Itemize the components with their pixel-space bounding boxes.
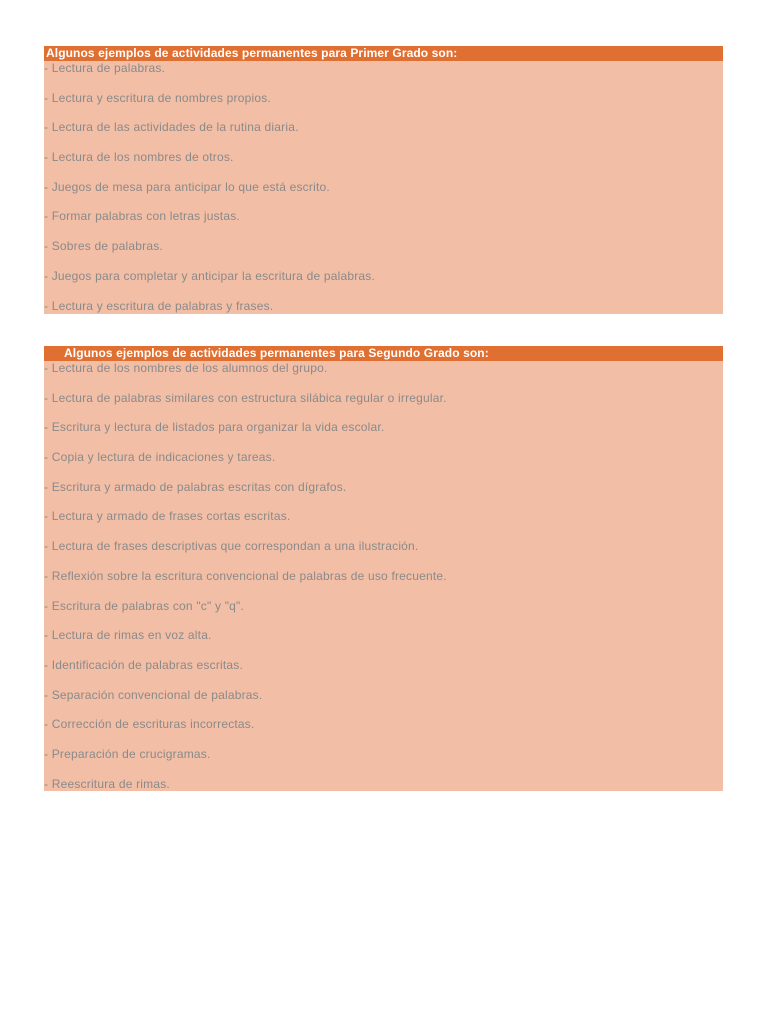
section-first-grade <box>44 46 723 314</box>
list-item: - Corrección de escrituras incorrectas. <box>44 717 255 732</box>
list-item: - Escritura y lectura de listados para organizar la vida escolar. <box>44 420 385 435</box>
list-item: - Separación convencional de palabras. <box>44 687 263 702</box>
section-title: Algunos ejemplos de actividades permanentes para Primer Grado son: <box>44 46 723 61</box>
list-item: - Lectura de rimas en voz alta. <box>44 628 212 643</box>
list-item: - Juegos de mesa para anticipar lo que está escrito. <box>44 179 330 194</box>
activity-list <box>44 361 723 806</box>
list-item: - Lectura y escritura de palabras y frases. <box>44 298 274 313</box>
list-item: - Lectura y escritura de nombres propios. <box>44 90 271 105</box>
list-item: - Reescritura de rimas. <box>44 776 170 791</box>
list-item: - Lectura de frases descriptivas que correspondan a una ilustración. <box>44 539 419 554</box>
list-item: - Lectura de los nombres de los alumnos del grupo. <box>44 361 328 375</box>
list-item: - Lectura de palabras similares con estructura silábica regular o irregular. <box>44 390 447 405</box>
section-second-grade <box>44 346 723 791</box>
list-item: - Formar palabras con letras justas. <box>44 209 240 224</box>
section-title: Algunos ejemplos de actividades permanentes para Segundo Grado son: <box>44 346 723 361</box>
list-item: - Identificación de palabras escritas. <box>44 657 244 672</box>
list-item: - Escritura de palabras con "c" y "q". <box>44 598 245 613</box>
list-item: - Lectura y armado de frases cortas escritas. <box>44 509 291 524</box>
list-item: - Lectura de los nombres de otros. <box>44 150 234 165</box>
activity-list <box>44 61 723 328</box>
list-item: - Escritura y armado de palabras escritas con dígrafos. <box>44 479 347 494</box>
list-item: - Preparación de crucigramas. <box>44 746 211 761</box>
list-item: - Copia y lectura de indicaciones y tareas. <box>44 450 276 465</box>
list-item: - Lectura de las actividades de la rutina diaria. <box>44 120 299 135</box>
list-item: - Sobres de palabras. <box>44 239 163 254</box>
list-item: - Reflexión sobre la escritura convencional de palabras de uso frecuente. <box>44 568 447 583</box>
list-item: - Lectura de palabras. <box>44 61 166 75</box>
list-item: - Juegos para completar y anticipar la escritura de palabras. <box>44 268 376 283</box>
